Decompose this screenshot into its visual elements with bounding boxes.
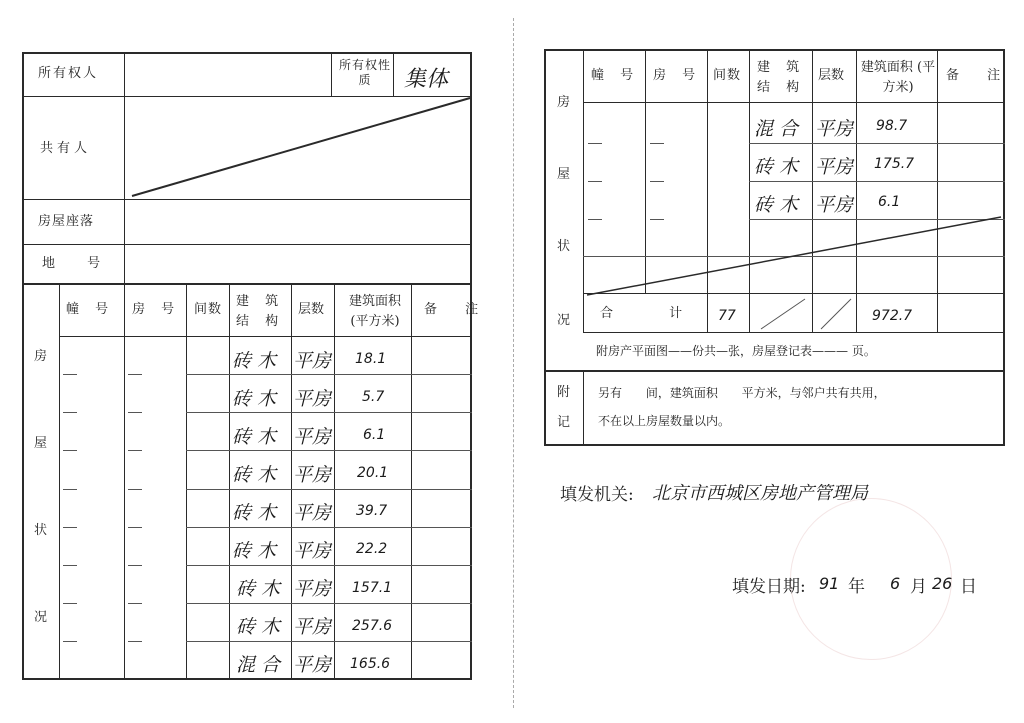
header-structure: 建 筑 结 构 [757,60,806,95]
co-owner-label: 共有人 [40,141,92,156]
header-room-no: 房 号 [132,302,181,317]
row-area: 5.7 [362,389,385,405]
header-rooms: 间数 [194,302,223,317]
date-month: 6 [890,574,901,593]
nature-value: 集体 [404,67,449,92]
row-floors: 平房 [293,350,332,372]
row-structure: 砖 木 [232,388,277,410]
row-structure: 砖 木 [232,350,277,372]
row-structure: 砖 木 [232,464,277,486]
plot-label: 地 号 [42,256,115,271]
row-area: 22.2 [356,541,388,557]
date-year: 91 [819,574,840,593]
row-area: 257.6 [352,618,393,634]
row-area: 165.6 [350,656,391,672]
total-row-slashes [749,293,857,333]
issuer-value: 北京市西城区房地产管理局 [652,483,868,504]
date-label: 填发日期: [732,577,806,597]
row-floors: 平房 [815,118,854,140]
row-area: 18.1 [355,351,387,367]
row-area: 175.7 [874,156,915,172]
location-label: 房屋座落 [38,214,95,229]
row-floors: 平房 [293,654,332,676]
header-structure: 建 筑 结 构 [236,294,285,329]
row-area: 98.7 [876,118,908,134]
row-structure: 砖 木 [236,616,281,638]
row-floors: 平房 [293,578,332,600]
blank-rows-diagonal [583,215,1005,297]
section-label-char: 况 [34,610,48,625]
section-label-char: 屋 [557,167,571,182]
note-line-2: 不在以上房屋数量以内。 [598,414,731,428]
section-label-char: 况 [557,313,571,328]
owner-label: 所有权人 [38,66,99,81]
section-label-char: 房 [34,349,48,364]
header-area: 建筑面积 (平方米) [348,294,401,329]
date-year-unit: 年 [848,577,865,597]
row-floors: 平房 [293,426,332,448]
row-area: 39.7 [356,503,388,519]
nature-label: 所有权性质 [338,58,391,87]
note-label-char: 记 [557,415,571,430]
section-label-char: 房 [557,95,571,110]
header-floors: 层数 [818,68,845,83]
header-remarks: 备 注 [424,302,491,317]
row-area: 157.1 [352,580,393,596]
issuer-label: 填发机关: [560,485,634,505]
header-remarks: 备 注 [946,68,1013,83]
page-fold [513,18,514,708]
row-floors: 平房 [815,156,854,178]
row-floors: 平房 [293,502,332,524]
section-label-char: 状 [557,239,571,254]
official-seal [790,498,952,660]
row-structure: 混 合 [236,654,281,676]
header-building-no: 幢 号 [66,302,115,317]
row-area: 6.1 [363,427,386,443]
row-floors: 平房 [293,540,332,562]
co-owner-diagonal [124,96,472,199]
header-area: 建筑面积 (平方米) [860,60,936,95]
row-floors: 平房 [293,616,332,638]
row-floors: 平房 [293,388,332,410]
total-label: 合 计 [600,306,709,321]
date-day: 26 [932,574,953,593]
note-line-1: 另有 间，建筑面积 平方米，与邻户共有共用， [598,386,886,400]
attachment-line: 附房产平面图——份共—张，房屋登记表——— 页。 [596,344,876,358]
row-structure: 砖 木 [754,156,799,178]
header-rooms: 间数 [713,68,742,83]
row-structure: 砖 木 [754,194,799,216]
header-room-no: 房 号 [653,68,702,83]
row-structure: 砖 木 [232,502,277,524]
header-building-no: 幢 号 [591,68,640,83]
date-day-unit: 日 [960,577,977,597]
row-floors: 平房 [815,194,854,216]
row-area: 20.1 [357,465,389,481]
total-area: 972.7 [872,308,913,324]
row-structure: 砖 木 [232,540,277,562]
row-area: 6.1 [878,194,901,210]
header-floors: 层数 [298,302,325,317]
section-label-char: 屋 [34,436,48,451]
section-label-char: 状 [34,523,48,538]
date-month-unit: 月 [910,577,927,597]
total-rooms: 77 [718,308,736,324]
row-floors: 平房 [293,464,332,486]
note-label-char: 附 [557,385,571,400]
row-structure: 砖 木 [236,578,281,600]
row-structure: 砖 木 [232,426,277,448]
row-structure: 混 合 [754,118,799,140]
